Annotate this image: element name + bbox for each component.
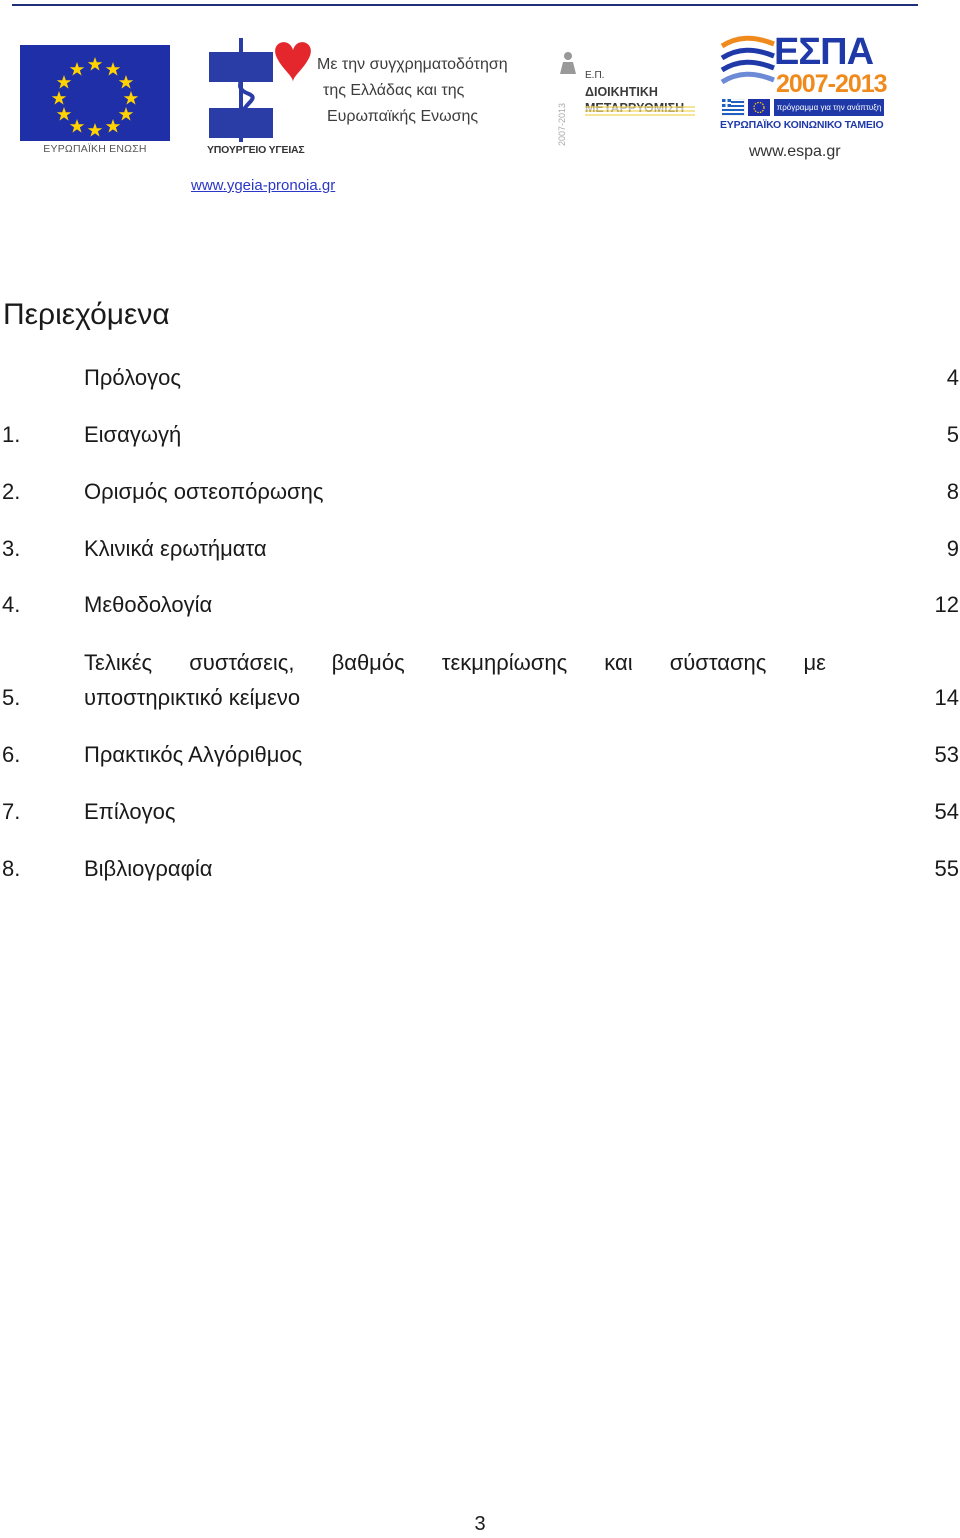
ministry-caption: ΥΠΟΥΡΓΕΙΟ ΥΓΕΙΑΣ	[207, 144, 305, 156]
toc-entry-word: Τελικές	[84, 650, 153, 675]
espa-url: www.espa.gr	[749, 143, 841, 160]
toc-entry-title: Βιβλιογραφία	[84, 856, 213, 881]
toc-entry-number: 6.	[2, 742, 21, 767]
cofunding-text	[317, 52, 508, 130]
toc-entry-number: 4.	[2, 592, 21, 617]
toc-entry-page: 14	[934, 685, 959, 710]
toc-entry-page: 9	[946, 536, 959, 561]
espa-waves-icon	[718, 32, 778, 98]
toc-entry-title-line1	[84, 649, 826, 677]
toc-entry-word: σύστασης	[669, 650, 767, 675]
toc-entry-number: 2.	[2, 479, 21, 504]
espa-fund: ΕΥΡΩΠΑΪΚΟ ΚΟΙΝΩΝΙΚΟ ΤΑΜΕΙΟ	[720, 119, 884, 131]
top-rule	[12, 4, 918, 6]
cofunding-line: της Ελλάδας και της	[323, 82, 465, 99]
eu-stars-icon	[20, 45, 170, 141]
toc-entry-word: βαθμός	[331, 650, 405, 675]
toc-entry-word: συστάσεις,	[189, 650, 295, 675]
toc-entry-word: τεκμηρίωσης	[441, 650, 568, 675]
admin-reform-stripes	[585, 106, 695, 118]
toc-entry-number: 1.	[2, 422, 21, 447]
toc-entry-title: Πρακτικός Αλγόριθμος	[84, 742, 303, 767]
toc-entry-title: Μεθοδολογία	[84, 592, 213, 617]
toc-entry-number: 7.	[2, 799, 21, 824]
toc-entry-title: Εισαγωγή	[84, 422, 182, 447]
toc-entry-page: 55	[934, 856, 959, 881]
toc-entry-number: 8.	[2, 856, 21, 881]
toc-entry-title: Επίλογος	[84, 799, 176, 824]
toc-entry-title-line2: υποστηρικτικό κείμενο	[84, 685, 301, 710]
cofunding-line: Με την συγχρηματοδότηση	[317, 56, 508, 73]
admin-reform-prefix: Ε.Π.	[585, 70, 605, 81]
eu-flag	[20, 45, 170, 141]
toc-entry-word: με	[803, 650, 826, 675]
admin-reform-logo	[555, 50, 705, 150]
page-number: 3	[474, 1513, 486, 1535]
eu-logo	[20, 45, 170, 157]
ministry-website-link[interactable]: www.ygeia-pronoia.gr	[191, 177, 336, 194]
health-cross-icon	[205, 36, 315, 144]
toc-entry-page: 12	[934, 592, 959, 617]
toc-title: Περιεχόμενα	[3, 298, 170, 331]
flags-icon	[722, 99, 770, 116]
toc-entry-page: 5	[946, 422, 959, 447]
cofunding-line: Ευρωπαϊκής Ενωσης	[327, 108, 479, 125]
espa-years: 2007-2013	[776, 70, 887, 98]
toc-entry-page: 4	[946, 365, 959, 390]
toc-entry-title: Κλινικά ερωτήματα	[84, 536, 267, 561]
toc-entry-page: 8	[946, 479, 959, 504]
eu-caption: ΕΥΡΩΠΑΪΚΗ ΕΝΩΣΗ	[43, 143, 147, 155]
espa-logo	[718, 30, 893, 165]
espa-program-bar: πρόγραμμα για την ανάπτυξη	[774, 99, 884, 116]
espa-title: ΕΣΠΑ	[774, 31, 874, 73]
toc-entry-word: και	[604, 650, 633, 675]
toc-entry-title: Πρόλογος	[84, 365, 181, 390]
admin-reform-line1: ΔΙΟΙΚΗΤΙΚΗ	[585, 85, 658, 99]
toc-entry-page: 53	[934, 742, 959, 767]
toc-entry-title: Ορισμός οστεοπόρωσης	[84, 479, 324, 504]
toc-entry-page: 54	[934, 799, 959, 824]
person-icon	[557, 50, 579, 76]
admin-reform-years: 2007-2013	[557, 102, 567, 146]
ministry-logo	[205, 36, 545, 161]
toc-entry-number: 3.	[2, 536, 21, 561]
toc-entry-number: 5.	[2, 685, 21, 710]
